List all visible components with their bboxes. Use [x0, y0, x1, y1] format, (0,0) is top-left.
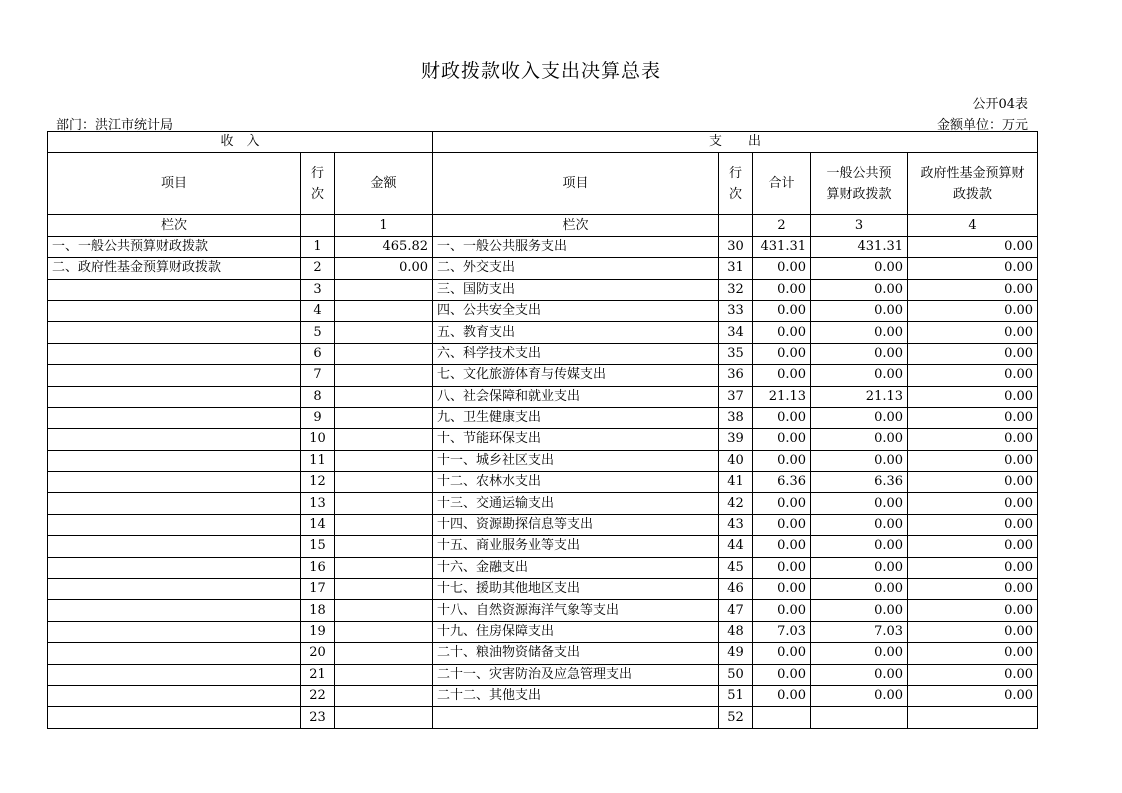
expense-item-cell: 十八、自然资源海洋气象等支出	[433, 600, 719, 621]
income-line-no-cell: 8	[301, 386, 335, 407]
income-item-cell: 一、一般公共预算财政拨款	[48, 236, 301, 257]
gov-fund-cell: 0.00	[908, 236, 1038, 257]
expense-line-no-cell: 40	[719, 450, 753, 471]
income-line-no-cell: 12	[301, 472, 335, 493]
general-budget-cell: 0.00	[811, 536, 908, 557]
table-row	[48, 514, 1038, 535]
gov-fund-cell: 0.00	[908, 493, 1038, 514]
total-cell: 0.00	[753, 343, 811, 364]
income-section-header: 收 入	[48, 132, 433, 153]
gov-fund-cell: 0.00	[908, 429, 1038, 450]
expense-line-no-cell: 35	[719, 343, 753, 364]
expense-item-cell: 二十、粮油物资储备支出	[433, 643, 719, 664]
expense-line-no-cell: 30	[719, 236, 753, 257]
general-budget-cell: 431.31	[811, 236, 908, 257]
expense-line-no-cell: 49	[719, 643, 753, 664]
income-line-no-cell: 2	[301, 258, 335, 279]
general-budget-cell: 0.00	[811, 322, 908, 343]
total-cell: 0.00	[753, 643, 811, 664]
income-line-no-cell: 19	[301, 621, 335, 642]
gov-fund-cell: 0.00	[908, 279, 1038, 300]
income-item-cell	[48, 579, 301, 600]
income-line-no-cell: 11	[301, 450, 335, 471]
column-header-row	[48, 153, 1038, 215]
table-row	[48, 536, 1038, 557]
income-item-cell	[48, 536, 301, 557]
income-item-cell	[48, 407, 301, 428]
expense-line-no-cell: 47	[719, 600, 753, 621]
income-line-no-cell: 10	[301, 429, 335, 450]
income-line-no-cell: 3	[301, 279, 335, 300]
expense-line-no-cell: 48	[719, 621, 753, 642]
form-number: 公开04表	[972, 97, 1028, 112]
gov-fund-cell: 0.00	[908, 579, 1038, 600]
expense-item-cell: 十六、金融支出	[433, 557, 719, 578]
expense-column-label: 栏次	[433, 215, 719, 236]
table-row	[48, 664, 1038, 685]
income-amount-cell	[335, 685, 433, 706]
expense-item-cell: 二、外交支出	[433, 258, 719, 279]
col-index-1: 1	[335, 215, 433, 236]
budget-summary-table	[47, 131, 1038, 729]
income-line-no-cell: 5	[301, 322, 335, 343]
expense-item-cell: 六、科学技术支出	[433, 343, 719, 364]
income-line-no-cell: 16	[301, 557, 335, 578]
income-line-no-cell: 20	[301, 643, 335, 664]
income-item-cell	[48, 621, 301, 642]
income-item-cell	[48, 365, 301, 386]
gov-fund-cell: 0.00	[908, 450, 1038, 471]
income-line-no-index	[301, 215, 335, 236]
income-line-no-cell: 4	[301, 300, 335, 321]
income-amount-cell	[335, 707, 433, 728]
table-row	[48, 343, 1038, 364]
total-header: 合计	[753, 153, 811, 215]
income-amount-cell	[335, 472, 433, 493]
total-cell: 6.36	[753, 472, 811, 493]
table-row	[48, 493, 1038, 514]
income-line-no-cell: 13	[301, 493, 335, 514]
income-amount-cell	[335, 279, 433, 300]
expense-line-no-cell: 42	[719, 493, 753, 514]
expense-line-no-cell: 37	[719, 386, 753, 407]
income-line-no-cell: 7	[301, 365, 335, 386]
expense-item-cell: 八、社会保障和就业支出	[433, 386, 719, 407]
expense-line-no-cell: 39	[719, 429, 753, 450]
expense-line-no-cell: 33	[719, 300, 753, 321]
income-item-cell	[48, 322, 301, 343]
expense-item-cell: 五、教育支出	[433, 322, 719, 343]
total-cell: 431.31	[753, 236, 811, 257]
total-cell: 0.00	[753, 685, 811, 706]
general-budget-cell: 0.00	[811, 514, 908, 535]
table-row	[48, 386, 1038, 407]
income-line-no-cell: 6	[301, 343, 335, 364]
income-item-cell	[48, 600, 301, 621]
table-row	[48, 707, 1038, 728]
unit-label: 金额单位：万元	[936, 118, 1028, 133]
general-budget-cell: 0.00	[811, 429, 908, 450]
expense-line-no-cell: 51	[719, 685, 753, 706]
expense-item-cell	[433, 707, 719, 728]
expense-line-no-cell: 38	[719, 407, 753, 428]
income-item-cell	[48, 300, 301, 321]
column-index-row	[48, 215, 1038, 236]
income-amount-cell	[335, 493, 433, 514]
gov-fund-cell: 0.00	[908, 322, 1038, 343]
table-row	[48, 621, 1038, 642]
income-amount-cell: 465.82	[335, 236, 433, 257]
table-row	[48, 579, 1038, 600]
total-cell: 0.00	[753, 429, 811, 450]
income-item-header: 项目	[48, 153, 301, 215]
table-row	[48, 557, 1038, 578]
income-line-no-cell: 18	[301, 600, 335, 621]
expense-line-no-cell: 36	[719, 365, 753, 386]
total-cell: 0.00	[753, 450, 811, 471]
income-item-cell	[48, 557, 301, 578]
total-cell: 0.00	[753, 600, 811, 621]
income-line-no-cell: 21	[301, 664, 335, 685]
income-amount-cell	[335, 643, 433, 664]
page-title: 财政拨款收入支出决算总表	[420, 60, 661, 82]
table-row	[48, 365, 1038, 386]
income-amount-cell	[335, 365, 433, 386]
expense-line-no-cell: 43	[719, 514, 753, 535]
expense-item-cell: 一、一般公共服务支出	[433, 236, 719, 257]
gov-fund-cell: 0.00	[908, 643, 1038, 664]
income-item-cell	[48, 707, 301, 728]
table-row	[48, 643, 1038, 664]
table-row	[48, 685, 1038, 706]
general-budget-cell: 0.00	[811, 343, 908, 364]
table-row	[48, 407, 1038, 428]
income-item-cell	[48, 450, 301, 471]
col-index-2: 2	[753, 215, 811, 236]
general-budget-cell: 7.03	[811, 621, 908, 642]
income-item-cell	[48, 279, 301, 300]
expense-item-cell: 三、国防支出	[433, 279, 719, 300]
income-amount-cell	[335, 429, 433, 450]
total-cell: 0.00	[753, 664, 811, 685]
income-amount-cell	[335, 600, 433, 621]
table-row	[48, 322, 1038, 343]
gov-fund-cell: 0.00	[908, 600, 1038, 621]
income-amount-cell: 0.00	[335, 258, 433, 279]
income-amount-cell	[335, 579, 433, 600]
table-row	[48, 258, 1038, 279]
income-amount-cell	[335, 300, 433, 321]
expense-line-no-cell: 32	[719, 279, 753, 300]
income-item-cell: 二、政府性基金预算财政拨款	[48, 258, 301, 279]
income-amount-cell	[335, 536, 433, 557]
income-line-no-header: 行次	[301, 153, 335, 215]
income-amount-cell	[335, 514, 433, 535]
col-index-3: 3	[811, 215, 908, 236]
total-cell: 0.00	[753, 493, 811, 514]
total-cell: 0.00	[753, 536, 811, 557]
expense-line-no-header: 行次	[719, 153, 753, 215]
total-cell: 7.03	[753, 621, 811, 642]
general-budget-cell: 0.00	[811, 365, 908, 386]
expense-line-no-cell: 45	[719, 557, 753, 578]
table-row	[48, 600, 1038, 621]
income-item-cell	[48, 429, 301, 450]
income-line-no-cell: 23	[301, 707, 335, 728]
gov-fund-cell: 0.00	[908, 407, 1038, 428]
income-amount-cell	[335, 343, 433, 364]
col-index-4: 4	[908, 215, 1038, 236]
income-amount-cell	[335, 450, 433, 471]
expense-line-no-cell: 46	[719, 579, 753, 600]
total-cell: 0.00	[753, 322, 811, 343]
gov-fund-cell: 0.00	[908, 472, 1038, 493]
expense-line-no-index	[719, 215, 753, 236]
expense-line-no-cell: 50	[719, 664, 753, 685]
expense-item-cell: 十三、交通运输支出	[433, 493, 719, 514]
expense-line-no-cell: 44	[719, 536, 753, 557]
general-budget-header: 一般公共预算财政拨款	[811, 153, 908, 215]
general-budget-cell: 0.00	[811, 450, 908, 471]
expense-line-no-cell: 52	[719, 707, 753, 728]
expense-item-cell: 七、文化旅游体育与传媒支出	[433, 365, 719, 386]
expense-item-cell: 十二、农林水支出	[433, 472, 719, 493]
income-amount-cell	[335, 407, 433, 428]
income-item-cell	[48, 643, 301, 664]
income-item-cell	[48, 664, 301, 685]
gov-fund-cell: 0.00	[908, 664, 1038, 685]
general-budget-cell: 0.00	[811, 643, 908, 664]
gov-fund-cell: 0.00	[908, 557, 1038, 578]
gov-fund-cell: 0.00	[908, 621, 1038, 642]
general-budget-cell: 0.00	[811, 258, 908, 279]
income-line-no-cell: 9	[301, 407, 335, 428]
general-budget-cell: 0.00	[811, 493, 908, 514]
expense-item-cell: 十一、城乡社区支出	[433, 450, 719, 471]
section-header-row	[48, 132, 1038, 153]
gov-fund-cell: 0.00	[908, 343, 1038, 364]
expense-item-header: 项目	[433, 153, 719, 215]
general-budget-cell: 0.00	[811, 300, 908, 321]
table-row	[48, 236, 1038, 257]
income-item-cell	[48, 514, 301, 535]
income-item-cell	[48, 386, 301, 407]
table-row	[48, 472, 1038, 493]
income-amount-cell	[335, 664, 433, 685]
expense-item-cell: 四、公共安全支出	[433, 300, 719, 321]
general-budget-cell: 0.00	[811, 407, 908, 428]
income-column-label: 栏次	[48, 215, 301, 236]
general-budget-cell	[811, 707, 908, 728]
gov-fund-cell	[908, 707, 1038, 728]
income-line-no-cell: 1	[301, 236, 335, 257]
income-item-cell	[48, 685, 301, 706]
income-amount-header: 金额	[335, 153, 433, 215]
income-item-cell	[48, 493, 301, 514]
general-budget-cell: 21.13	[811, 386, 908, 407]
income-item-cell	[48, 472, 301, 493]
gov-fund-header: 政府性基金预算财政拨款	[908, 153, 1038, 215]
expense-item-cell: 十四、资源勘探信息等支出	[433, 514, 719, 535]
income-amount-cell	[335, 557, 433, 578]
expense-item-cell: 十七、援助其他地区支出	[433, 579, 719, 600]
general-budget-cell: 0.00	[811, 579, 908, 600]
total-cell: 0.00	[753, 514, 811, 535]
income-line-no-cell: 14	[301, 514, 335, 535]
table-row	[48, 429, 1038, 450]
expense-line-no-cell: 41	[719, 472, 753, 493]
gov-fund-cell: 0.00	[908, 386, 1038, 407]
expense-item-cell: 二十一、灾害防治及应急管理支出	[433, 664, 719, 685]
expense-section-header: 支 出	[433, 132, 1038, 153]
income-item-cell	[48, 343, 301, 364]
expense-item-cell: 十九、住房保障支出	[433, 621, 719, 642]
table-row	[48, 279, 1038, 300]
expense-item-cell: 十五、商业服务业等支出	[433, 536, 719, 557]
expense-line-no-cell: 34	[719, 322, 753, 343]
income-amount-cell	[335, 621, 433, 642]
department-label: 部门：洪江市统计局	[56, 118, 174, 133]
total-cell: 0.00	[753, 407, 811, 428]
table-row	[48, 300, 1038, 321]
general-budget-cell: 0.00	[811, 685, 908, 706]
gov-fund-cell: 0.00	[908, 258, 1038, 279]
total-cell: 0.00	[753, 365, 811, 386]
total-cell: 0.00	[753, 279, 811, 300]
table-row	[48, 450, 1038, 471]
gov-fund-cell: 0.00	[908, 685, 1038, 706]
total-cell: 0.00	[753, 258, 811, 279]
gov-fund-cell: 0.00	[908, 536, 1038, 557]
expense-line-no-cell: 31	[719, 258, 753, 279]
income-line-no-cell: 15	[301, 536, 335, 557]
expense-item-cell: 十、节能环保支出	[433, 429, 719, 450]
total-cell: 0.00	[753, 557, 811, 578]
total-cell	[753, 707, 811, 728]
gov-fund-cell: 0.00	[908, 365, 1038, 386]
expense-item-cell: 九、卫生健康支出	[433, 407, 719, 428]
general-budget-cell: 0.00	[811, 600, 908, 621]
income-amount-cell	[335, 322, 433, 343]
gov-fund-cell: 0.00	[908, 514, 1038, 535]
general-budget-cell: 0.00	[811, 279, 908, 300]
total-cell: 0.00	[753, 579, 811, 600]
expense-item-cell: 二十二、其他支出	[433, 685, 719, 706]
general-budget-cell: 0.00	[811, 557, 908, 578]
income-line-no-cell: 17	[301, 579, 335, 600]
gov-fund-cell: 0.00	[908, 300, 1038, 321]
total-cell: 0.00	[753, 300, 811, 321]
income-amount-cell	[335, 386, 433, 407]
general-budget-cell: 0.00	[811, 664, 908, 685]
income-line-no-cell: 22	[301, 685, 335, 706]
total-cell: 21.13	[753, 386, 811, 407]
general-budget-cell: 6.36	[811, 472, 908, 493]
